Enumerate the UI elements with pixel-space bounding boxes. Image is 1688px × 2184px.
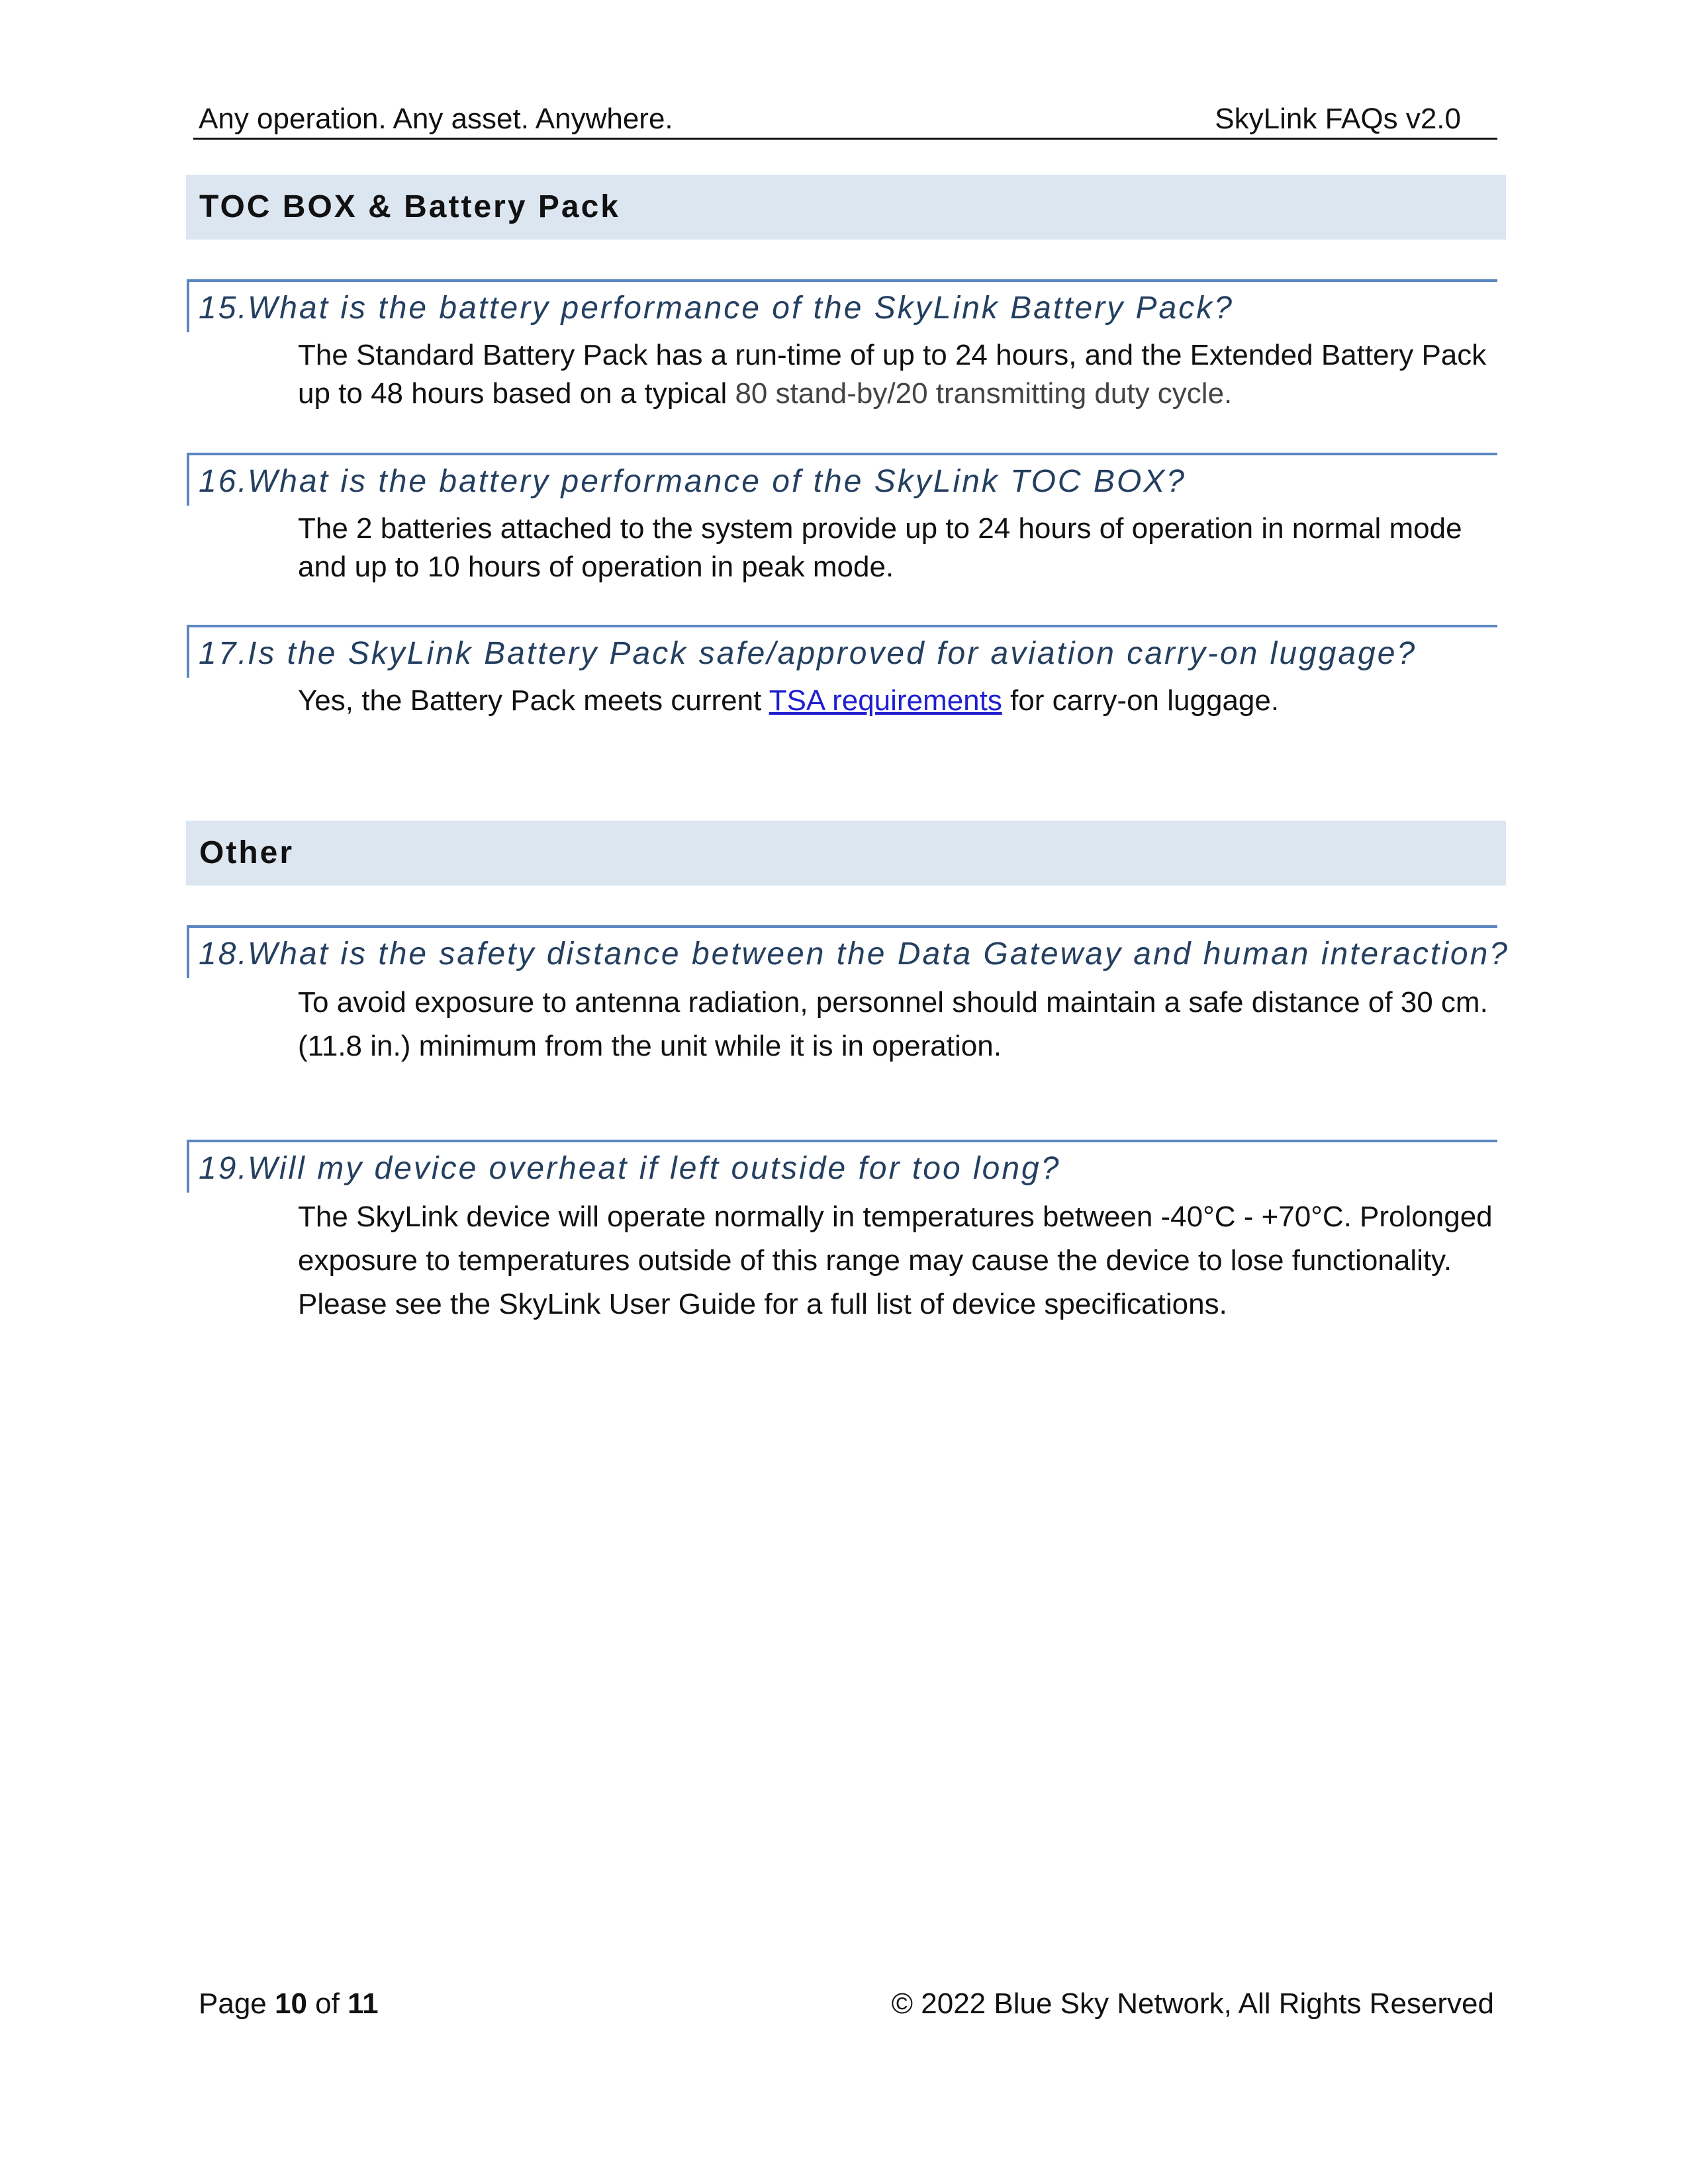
answer-line (298, 375, 1503, 413)
question-left-border (187, 925, 189, 978)
question-number: 15. (199, 291, 249, 326)
section-title: TOC BOX & Battery Pack (199, 189, 620, 224)
answer-line: Please see the SkyLink User Guide for a full list of device specifications. (298, 1288, 1227, 1320)
answer-line: exposure to temperatures outside of this range may cause the device to lose functionality. (298, 1244, 1452, 1277)
answer-text: up to 48 hours based on a typical (298, 377, 735, 410)
answer-line: The 2 batteries attached to the system provide up to 24 hours of operation in normal mode (298, 512, 1462, 545)
question-text: What is the battery performance of the SkyLink TOC BOX? (248, 464, 1186, 499)
question-text: What is the battery performance of the SkyLink Battery Pack? (248, 291, 1234, 326)
page-current: 10 (274, 1987, 307, 2020)
question-text: Will my device overheat if left outside for too long? (248, 1151, 1061, 1186)
section-band-toc-box-battery (186, 175, 1506, 240)
answer-17 (298, 682, 1503, 720)
question-top-border (187, 453, 1497, 455)
page-number (199, 1984, 379, 2024)
question-top-border (187, 279, 1497, 282)
answer-18 (298, 981, 1503, 1068)
question-left-border (187, 279, 189, 332)
question-17 (199, 634, 1417, 674)
header-tagline: Any operation. Any asset. Anywhere. (199, 103, 673, 135)
tsa-requirements-link[interactable]: TSA requirements (769, 684, 1002, 717)
copyright-notice: © 2022 Blue Sky Network, All Rights Reserved (891, 1987, 1494, 2020)
answer-line: The Standard Battery Pack has a run-time of up to 24 hours, and the Extended Battery Pack (298, 339, 1487, 371)
page-total: 11 (348, 1987, 379, 2020)
answer-line (298, 682, 1503, 720)
section-title: Other (199, 835, 295, 870)
question-left-border (187, 1140, 189, 1193)
answer-19 (298, 1195, 1503, 1326)
question-number: 19. (199, 1151, 249, 1186)
question-left-border (187, 625, 189, 678)
answer-16 (298, 510, 1503, 586)
question-number: 18. (199, 936, 249, 972)
question-top-border (187, 625, 1497, 627)
question-15 (199, 289, 1234, 328)
question-top-border (187, 1140, 1497, 1142)
question-left-border (187, 453, 189, 506)
question-number: 16. (199, 464, 249, 499)
page-of: of (306, 1987, 348, 2020)
question-text: What is the safety distance between the Data Gateway and human interaction? (248, 936, 1509, 972)
answer-line: and up to 10 hours of operation in peak mode. (298, 551, 894, 583)
answer-line: (11.8 in.) minimum from the unit while it is in operation. (298, 1030, 1002, 1062)
section-band-other (186, 821, 1506, 886)
answer-text: for carry-on luggage. (1002, 684, 1280, 717)
duty-cycle-text: 80 stand-by/20 transmitting duty cycle. (735, 377, 1233, 410)
answer-15 (298, 336, 1503, 413)
header-doc-title: SkyLink FAQs v2.0 (1215, 103, 1461, 135)
question-top-border (187, 925, 1497, 928)
answer-text: Yes, the Battery Pack meets current (298, 684, 769, 717)
question-16 (199, 462, 1186, 502)
question-number: 17. (199, 636, 249, 671)
question-18 (199, 934, 1509, 974)
question-19 (199, 1149, 1060, 1189)
page-label: Page (199, 1987, 275, 2020)
question-text: Is the SkyLink Battery Pack safe/approved for aviation carry-on luggage? (248, 636, 1417, 671)
header-divider (193, 138, 1497, 140)
answer-line: The SkyLink device will operate normally in temperatures between -40°C - +70°C. Prolonged (298, 1201, 1493, 1233)
answer-line: To avoid exposure to antenna radiation, personnel should maintain a safe distance of 30 cm. (298, 986, 1488, 1019)
